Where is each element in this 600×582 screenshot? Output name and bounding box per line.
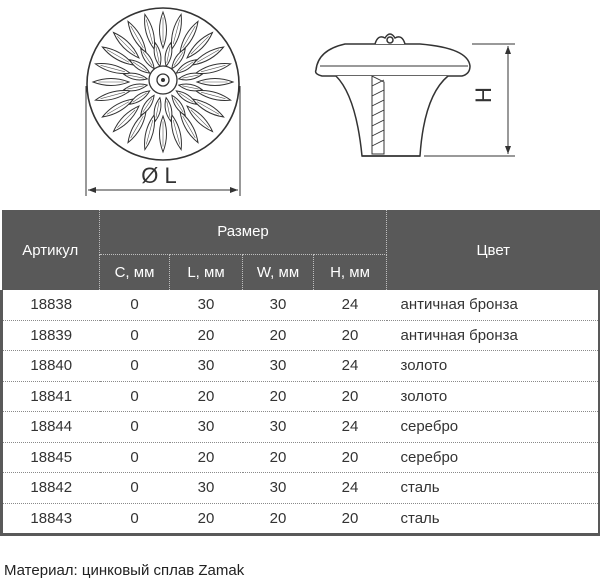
header-h-mm: H, мм [314, 254, 387, 290]
table-row [2, 381, 600, 412]
cell-article: 18839 [2, 320, 100, 351]
cell-article: 18843 [2, 503, 100, 535]
cell-color: серебро [387, 442, 600, 473]
cell-c: 0 [100, 442, 170, 473]
cell-h: 20 [314, 442, 387, 473]
cell-article: 18838 [2, 290, 100, 320]
cell-l: 20 [170, 503, 243, 535]
cell-c: 0 [100, 473, 170, 504]
header-color: Цвет [387, 210, 600, 290]
cell-w: 30 [243, 351, 314, 382]
cell-l: 20 [170, 442, 243, 473]
cell-c: 0 [100, 381, 170, 412]
material-note: Материал: цинковый сплав Zamak [4, 562, 245, 579]
cell-color: сталь [387, 503, 600, 535]
cell-l: 20 [170, 320, 243, 351]
table-row [2, 320, 600, 351]
cell-w: 30 [243, 290, 314, 320]
cell-c: 0 [100, 503, 170, 535]
cell-w: 20 [243, 320, 314, 351]
cell-l: 30 [170, 290, 243, 320]
cell-c: 0 [100, 320, 170, 351]
cell-h: 24 [314, 290, 387, 320]
cell-l: 30 [170, 412, 243, 443]
table-row [2, 290, 600, 320]
cell-color: золото [387, 351, 600, 382]
cell-l: 30 [170, 351, 243, 382]
cell-w: 20 [243, 381, 314, 412]
table-body [2, 290, 600, 535]
table-row [2, 473, 600, 504]
cell-c: 0 [100, 351, 170, 382]
knob-top-view [86, 8, 240, 196]
table-row [2, 503, 600, 535]
cell-article: 18842 [2, 473, 100, 504]
cell-color: сталь [387, 473, 600, 504]
header-c-mm: C, мм [100, 254, 170, 290]
cell-w: 30 [243, 473, 314, 504]
cell-h: 20 [314, 381, 387, 412]
header-w-mm: W, мм [243, 254, 314, 290]
cell-h: 24 [314, 412, 387, 443]
knob-drawings [0, 0, 600, 210]
cell-c: 0 [100, 290, 170, 320]
diameter-label: Ø L [141, 163, 177, 188]
header-l-mm: L, мм [170, 254, 243, 290]
cell-h: 20 [314, 503, 387, 535]
cell-w: 20 [243, 503, 314, 535]
cell-h: 24 [314, 473, 387, 504]
table-row [2, 412, 600, 443]
cell-c: 0 [100, 412, 170, 443]
cell-w: 20 [243, 442, 314, 473]
cell-color: серебро [387, 412, 600, 443]
header-size: Размер [100, 210, 387, 254]
cell-article: 18840 [2, 351, 100, 382]
cell-color: золото [387, 381, 600, 412]
table-row [2, 351, 600, 382]
cell-article: 18845 [2, 442, 100, 473]
height-label: H [471, 87, 496, 103]
table-row [2, 442, 600, 473]
cell-article: 18844 [2, 412, 100, 443]
cell-color: античная бронза [387, 320, 600, 351]
cell-l: 20 [170, 381, 243, 412]
spec-table [0, 210, 600, 536]
cell-article: 18841 [2, 381, 100, 412]
cell-l: 30 [170, 473, 243, 504]
cell-color: античная бронза [387, 290, 600, 320]
cell-h: 20 [314, 320, 387, 351]
cell-w: 30 [243, 412, 314, 443]
cell-h: 24 [314, 351, 387, 382]
header-article: Артикул [2, 210, 100, 290]
